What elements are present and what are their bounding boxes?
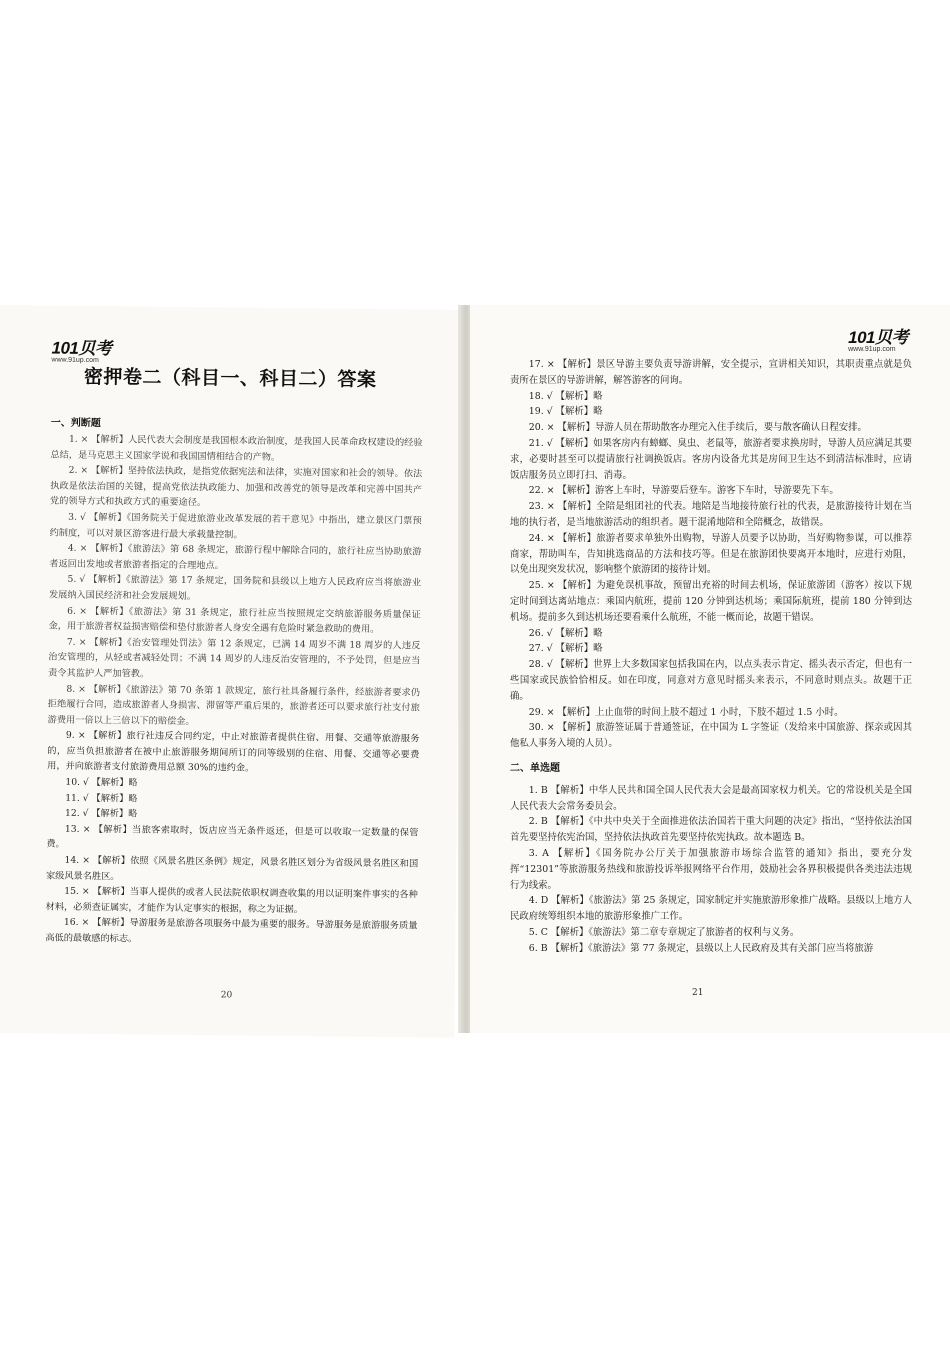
right-page [470, 305, 950, 1033]
answer-item: 22. × 【解析】游客上车时，导游要后登车。游客下车时，导游要先下车。 [528, 485, 839, 497]
book-spread [0, 305, 950, 1033]
left-page [0, 305, 462, 1038]
answer-list-left [45, 432, 422, 950]
page-title: 密押卷二（科目一、科目二）答案 [83, 365, 377, 391]
answer-item: 28. √ 【解析】世界上大多数国家包括我国在内，以点头表示肯定、摇头表示否定，但也有一些国家或民族恰恰相反。如在印度，同意对方意见时摇头来表示，不同意时则点头。故题干正确。 [510, 659, 912, 702]
answer-item: 2. × 【解析】坚持依法执政，是指党依据宪法和法律，实施对国家和社会的领导。依法执政是依法治国的关键，提高党依法执政能力、加强和改善党的领导是改革和完善中国共产党的领导方式和执政方式的重要途径。 [49, 464, 423, 509]
logo-url: www.91up.com [51, 356, 99, 365]
answer-item: 6. × 【解析】《旅游法》第 31 条规定，旅行社应当按照规定交纳旅游服务质量保证金，用于旅游者权益损害赔偿和垫付旅游者人身安全遇有危险时紧急救助的费用。 [48, 605, 421, 636]
answer-item: 30. × 【解析】旅游签证属于普通签证，在中国为 L 字签证（发给来中国旅游、探亲或因其他私人事务入境的人员）。 [510, 722, 912, 750]
answer-item: 4. D 【解析】《旅游法》第 25 条规定，国家制定并实施旅游形象推广战略。县级以上地方人民政府统筹组织本地的旅游形象推广工作。 [510, 895, 912, 923]
answer-item: 7. × 【解析】《治安管理处罚法》第 12 条规定，已满 14 周岁不满 18 周岁的人违反治安管理的，从轻或者减轻处罚；不满 14 周岁的人违反治安管理的，不予处罚，但是应当责令其监护人严加管教。 [48, 636, 421, 680]
answer-item: 24. × 【解析】旅游者要求单独外出购物，导游人员要予以协助，当好购物参谋，可以推荐商家，帮助叫车，告知挑选商品的方法和技巧等。但是在旅游团快要离开本地时，应进行劝阻，以免出现突发状况，影响整个旅游团的接待计划。 [510, 532, 912, 576]
answer-item: 19. √ 【解析】略 [528, 406, 603, 418]
answer-item: 27. √ 【解析】略 [528, 643, 603, 655]
section-heading-single-choice: 二、单选题 [510, 762, 560, 774]
answer-item: 2. B 【解析】《中共中央关于全面推进依法治国若干重大问题的决定》指出，“坚持依法治国首先要坚持依宪治国，坚持依法执政首先要坚持依宪执政。故本题选 B。 [510, 816, 912, 844]
true-false-answers-continued [510, 357, 912, 752]
logo-url: www.91up.com [848, 346, 896, 353]
section-heading-true-false: 一、判断题 [50, 417, 101, 430]
page-number: 20 [220, 990, 233, 1001]
answer-item: 13. × 【解析】当旅客索取时，饭店应当无条件返还，但是可以收取一定数量的保管费。 [46, 823, 419, 851]
answer-item: 3. A 【解析】《国务院办公厅关于加强旅游市场综合监管的通知》指出，要充分发挥“12301”等旅游服务热线和旅游投诉举报网络平台作用，鼓励社会各界积极提供各类违法违规行为线索。 [510, 847, 912, 891]
answer-item: 5. C 【解析】《旅游法》第二章专章规定了旅游者的权利与义务。 [528, 926, 800, 938]
brand-logo [51, 334, 111, 365]
logo-text: 101贝考 [51, 338, 112, 359]
answer-item: 29. × 【解析】上止血带的时间上肢不超过 1 小时，下肢不超过 1.5 小时。 [528, 706, 844, 718]
answer-item: 14. × 【解析】依照《风景名胜区条例》规定，风景名胜区划分为省级风景名胜区和国家级风景名胜区。 [45, 854, 419, 882]
answer-item: 6. B 【解析】《旅游法》第 77 条规定，县级以上人民政府及其有关部门应当将旅游 [528, 942, 874, 954]
answer-item: 25. × 【解析】为避免误机事故，预留出充裕的时间去机场，保证旅游团（游客）按以下规定时间到达离站地点：乘国内航班，提前 120 分钟到达机场；乘国际航班，提前 180 分钟到达机场。提前多久到达机场还要看乘什么航班，不能一概而论，故题干错误。 [510, 580, 912, 623]
answer-list-right [510, 357, 912, 956]
answer-item: 11. √ 【解析】略 [65, 792, 138, 805]
page-number: 21 [692, 988, 704, 998]
single-choice-answers [510, 783, 912, 957]
answer-item: 1. B 【解析】中华人民共和国全国人民代表大会是最高国家权力机关。它的常设机关是全国人民代表大会常务委员会。 [510, 784, 912, 812]
answer-item: 15. × 【解析】当事人提供的或者人民法院依职权调查收集的用以证明案件事实的各种材料，必须查证属实，才能作为认定事实的根据，称之为证据。 [45, 885, 418, 916]
answer-item: 4. × 【解析】《旅游法》第 68 条规定，旅游行程中解除合同的，旅行社应当协助旅游者返回出发地或者旅游者指定的合理地点。 [49, 542, 422, 572]
answer-item: 5. √ 【解析】《旅游法》第 17 条规定，国务院和县级以上地方人民政府应当将旅游业发展纳入国民经济和社会发展规划。 [48, 574, 422, 603]
answer-item: 10. √ 【解析】略 [65, 776, 138, 789]
brand-logo [848, 323, 908, 353]
answer-item: 21. √ 【解析】如果客房内有蟑螂、臭虫、老鼠等，旅游者要求换房时，导游人员应满足其要求，必要时甚至可以提请旅行社调换饭店。客房内设备尤其是房间卫生达不到清洁标准时，应请饭店服务员立即打扫、消毒。 [510, 437, 912, 481]
answer-item: 12. √ 【解析】略 [65, 807, 138, 820]
answer-item: 16. × 【解析】导游服务是旅游各项服务中最为重要的服务。导游服务是旅游服务质量高低的最敏感的标志。 [45, 917, 418, 945]
answer-item: 17. × 【解析】景区导游主要负责导游讲解，安全提示，宣讲相关知识，其职责重点就是负责所在景区的导游讲解，解答游客的问询。 [510, 359, 912, 386]
answer-item: 3. √ 【解析】《国务院关于促进旅游业改革发展的若干意见》中指出，建立景区门票预约制度，可以对景区游客进行最大承载量控制。 [49, 511, 422, 541]
answer-item: 18. √ 【解析】略 [528, 390, 603, 402]
answer-item: 23. × 【解析】全陪是组团社的代表。地陪是当地接待旅行社的代表，是旅游接待计划在当地的执行者，是当地旅游活动的组织者。题干混淆地陪和全陪概念，故错误。 [510, 501, 912, 528]
logo-text: 101贝考 [848, 328, 908, 347]
answer-item: 26. √ 【解析】略 [528, 627, 603, 639]
answer-item: 20. × 【解析】导游人员在帮助散客办理完入住手续后，要与散客确认日程安排。 [528, 422, 867, 434]
answer-item: 9. × 【解析】旅行社违反合同约定，中止对旅游者提供住宿、用餐、交通等旅游服务的，应当负担旅游者在被中止旅游服务期间所订的同等级别的住宿、用餐、交通等必要费用，并向旅游者支付旅游费用总额 30%的违约金。 [47, 729, 420, 775]
answer-item: 8. × 【解析】《旅游法》第 70 条第 1 款规定，旅行社具备履行条件，经旅游者要求仍拒绝履行合同，造成旅游者人身损害、滞留等严重后果的，旅游者还可以要求旅行社支付旅游费用一倍以上三倍以下的赔偿金。 [47, 683, 421, 727]
answer-item: 1. × 【解析】人民代表大会制度是我国根本政治制度，是我国人民革命政权建设的经验总结，是马克思主义国家学说和我国国情相结合的产物。 [50, 433, 423, 463]
